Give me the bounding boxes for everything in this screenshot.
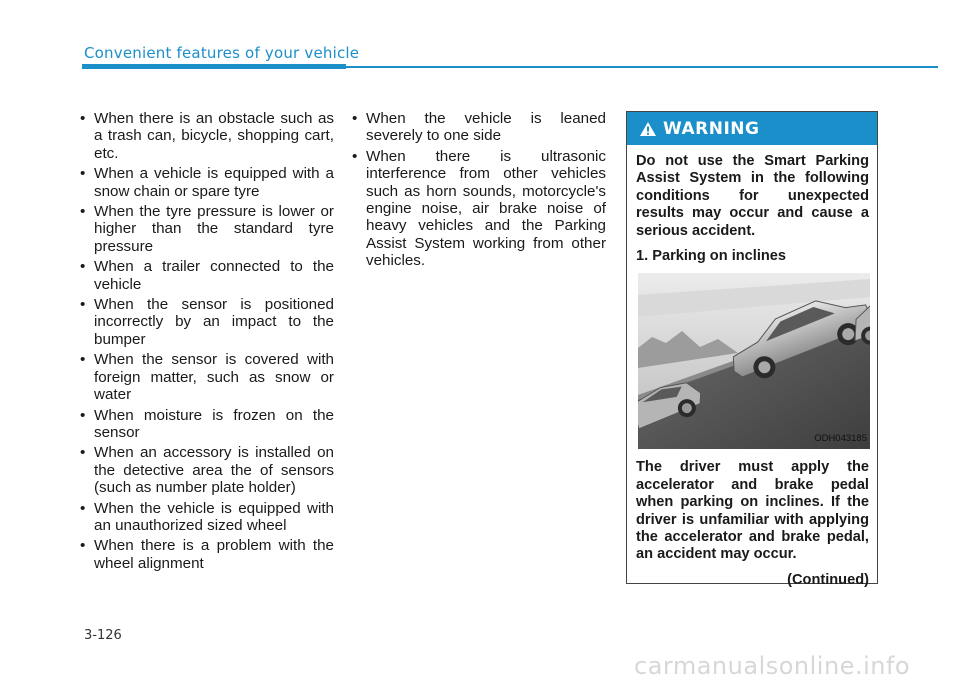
continued-label: (Continued)	[787, 571, 869, 588]
warning-title: WARNING	[663, 118, 760, 139]
list-item: • When a trailer connected to the vehicle	[80, 258, 334, 293]
list-item: • When the tyre pressure is lower or higher than the standard tyre pressure	[80, 203, 334, 255]
warning-box	[626, 111, 878, 588]
left-column	[80, 110, 334, 575]
warning-intro: Do not use the Smart Parking Assist System in the following conditions for unexpected results may occur and cause a serious accident.	[636, 153, 869, 239]
middle-column	[352, 110, 606, 273]
incline-parking-image	[638, 273, 870, 449]
list-item: • When there is a problem with the wheel alignment	[80, 537, 334, 572]
condition-list-middle	[352, 110, 606, 270]
warning-subheading: 1. Parking on inclines	[636, 248, 787, 265]
header-rule-thin	[346, 66, 938, 68]
condition-list-left	[80, 110, 334, 572]
list-item: • When an accessory is installed on the detective area the of sensors (such as number plate holder)	[80, 444, 334, 497]
warning-triangle-icon	[639, 121, 657, 137]
list-item: • When there is an obstacle such as a trash can, bicycle, shopping cart, etc.	[80, 110, 334, 162]
list-item: • When the vehicle is equipped with an unauthorized sized wheel	[80, 499, 334, 534]
figure-code: ODH043185	[814, 433, 867, 445]
list-item: • When moisture is frozen on the sensor	[80, 406, 334, 441]
list-item: • When a vehicle is equipped with a snow chain or spare tyre	[80, 165, 334, 200]
list-item: • When the sensor is positioned incorrectly by an impact to the bumper	[80, 296, 334, 348]
list-item: • When there is ultrasonic interference from other vehicles such as horn sounds, motorcycle's engine noise, air brake noise of heavy vehicles and the Parking Assist System working from other vehicles.	[352, 147, 606, 270]
warning-text: The driver must apply the accelerator and brake pedal when parking on inclines. If the driver is unfamiliar with applying the accelerator and brake pedal, an accident may occur.	[636, 459, 869, 563]
watermark: carmanualsonline.info	[634, 652, 911, 680]
warning-header	[627, 112, 877, 145]
section-title: Convenient features of your vehicle	[84, 44, 360, 62]
warning-body	[627, 145, 877, 589]
list-item: • When the vehicle is leaned severely to one side	[352, 110, 606, 145]
header-rule-thick	[82, 64, 346, 69]
page-number: 3-126	[84, 628, 122, 643]
incline-parking-illustration	[638, 273, 870, 449]
list-item: • When the sensor is covered with foreign matter, such as snow or water	[80, 351, 334, 404]
